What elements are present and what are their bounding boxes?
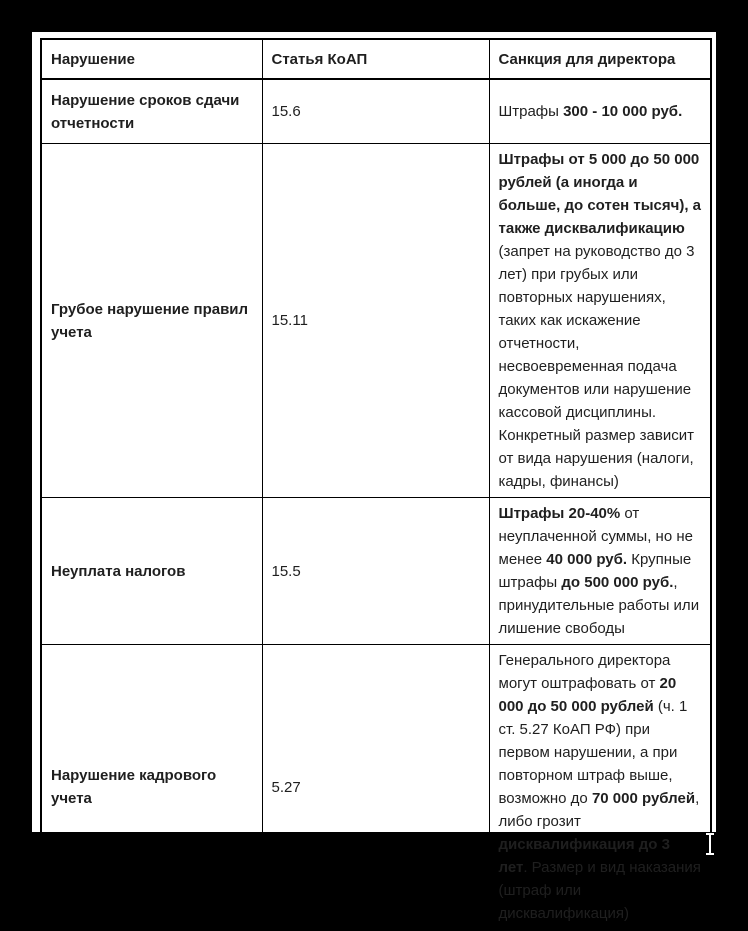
article-cell[interactable]: 15.5: [262, 498, 489, 645]
sanction-cell[interactable]: Генерального директора могут оштрафовать от 20 000 до 50 000 рублей (ч. 1 ст. 5.27 КоАП РФ) при первом нарушении, а при повторном штраф выше, возможно до 70 000 рублей, либо грозит дисквалификация до 3 лет. Размер и вид наказания (штраф или дисквалификация): [489, 645, 711, 931]
sanction-cell[interactable]: Штрафы 20-40% от неуплаченной суммы, но не менее 40 000 руб. Крупные штрафы до 500 000 руб., принудительные работы или лишение свободы: [489, 498, 711, 645]
table-header-row: [41, 39, 711, 79]
violation-cell[interactable]: Нарушение кадрового учета: [41, 645, 262, 931]
column-header-sanction[interactable]: Санкция для директора: [489, 39, 711, 79]
sanction-cell[interactable]: Штрафы от 5 000 до 50 000 рублей (а иногда и больше, до сотен тысяч), а также дисквалификацию (запрет на руководство до 3 лет) при грубых или повторных нарушениях, таких как искажение отчетности, несвоевременная подача документов или нарушение кассовой дисциплины. Конкретный размер зависит от вида нарушения (налоги, кадры, финансы): [489, 144, 711, 498]
table-row: [41, 498, 711, 645]
column-header-article[interactable]: Статья КоАП: [262, 39, 489, 79]
column-header-violation[interactable]: Нарушение: [41, 39, 262, 79]
document-page: [32, 32, 716, 922]
ibeam-text-cursor-icon: [702, 832, 718, 856]
table-row: [41, 144, 711, 498]
table-row: [41, 645, 711, 931]
violations-table: [40, 38, 712, 931]
article-cell[interactable]: 15.11: [262, 144, 489, 498]
violation-cell[interactable]: Грубое нарушение правил учета: [41, 144, 262, 498]
table-row: [41, 79, 711, 144]
article-cell[interactable]: 5.27: [262, 645, 489, 931]
sanction-cell[interactable]: Штрафы 300 - 10 000 руб.: [489, 79, 711, 144]
violation-cell[interactable]: Неуплата налогов: [41, 498, 262, 645]
violation-cell[interactable]: Нарушение сроков сдачи отчетности: [41, 79, 262, 144]
article-cell[interactable]: 15.6: [262, 79, 489, 144]
